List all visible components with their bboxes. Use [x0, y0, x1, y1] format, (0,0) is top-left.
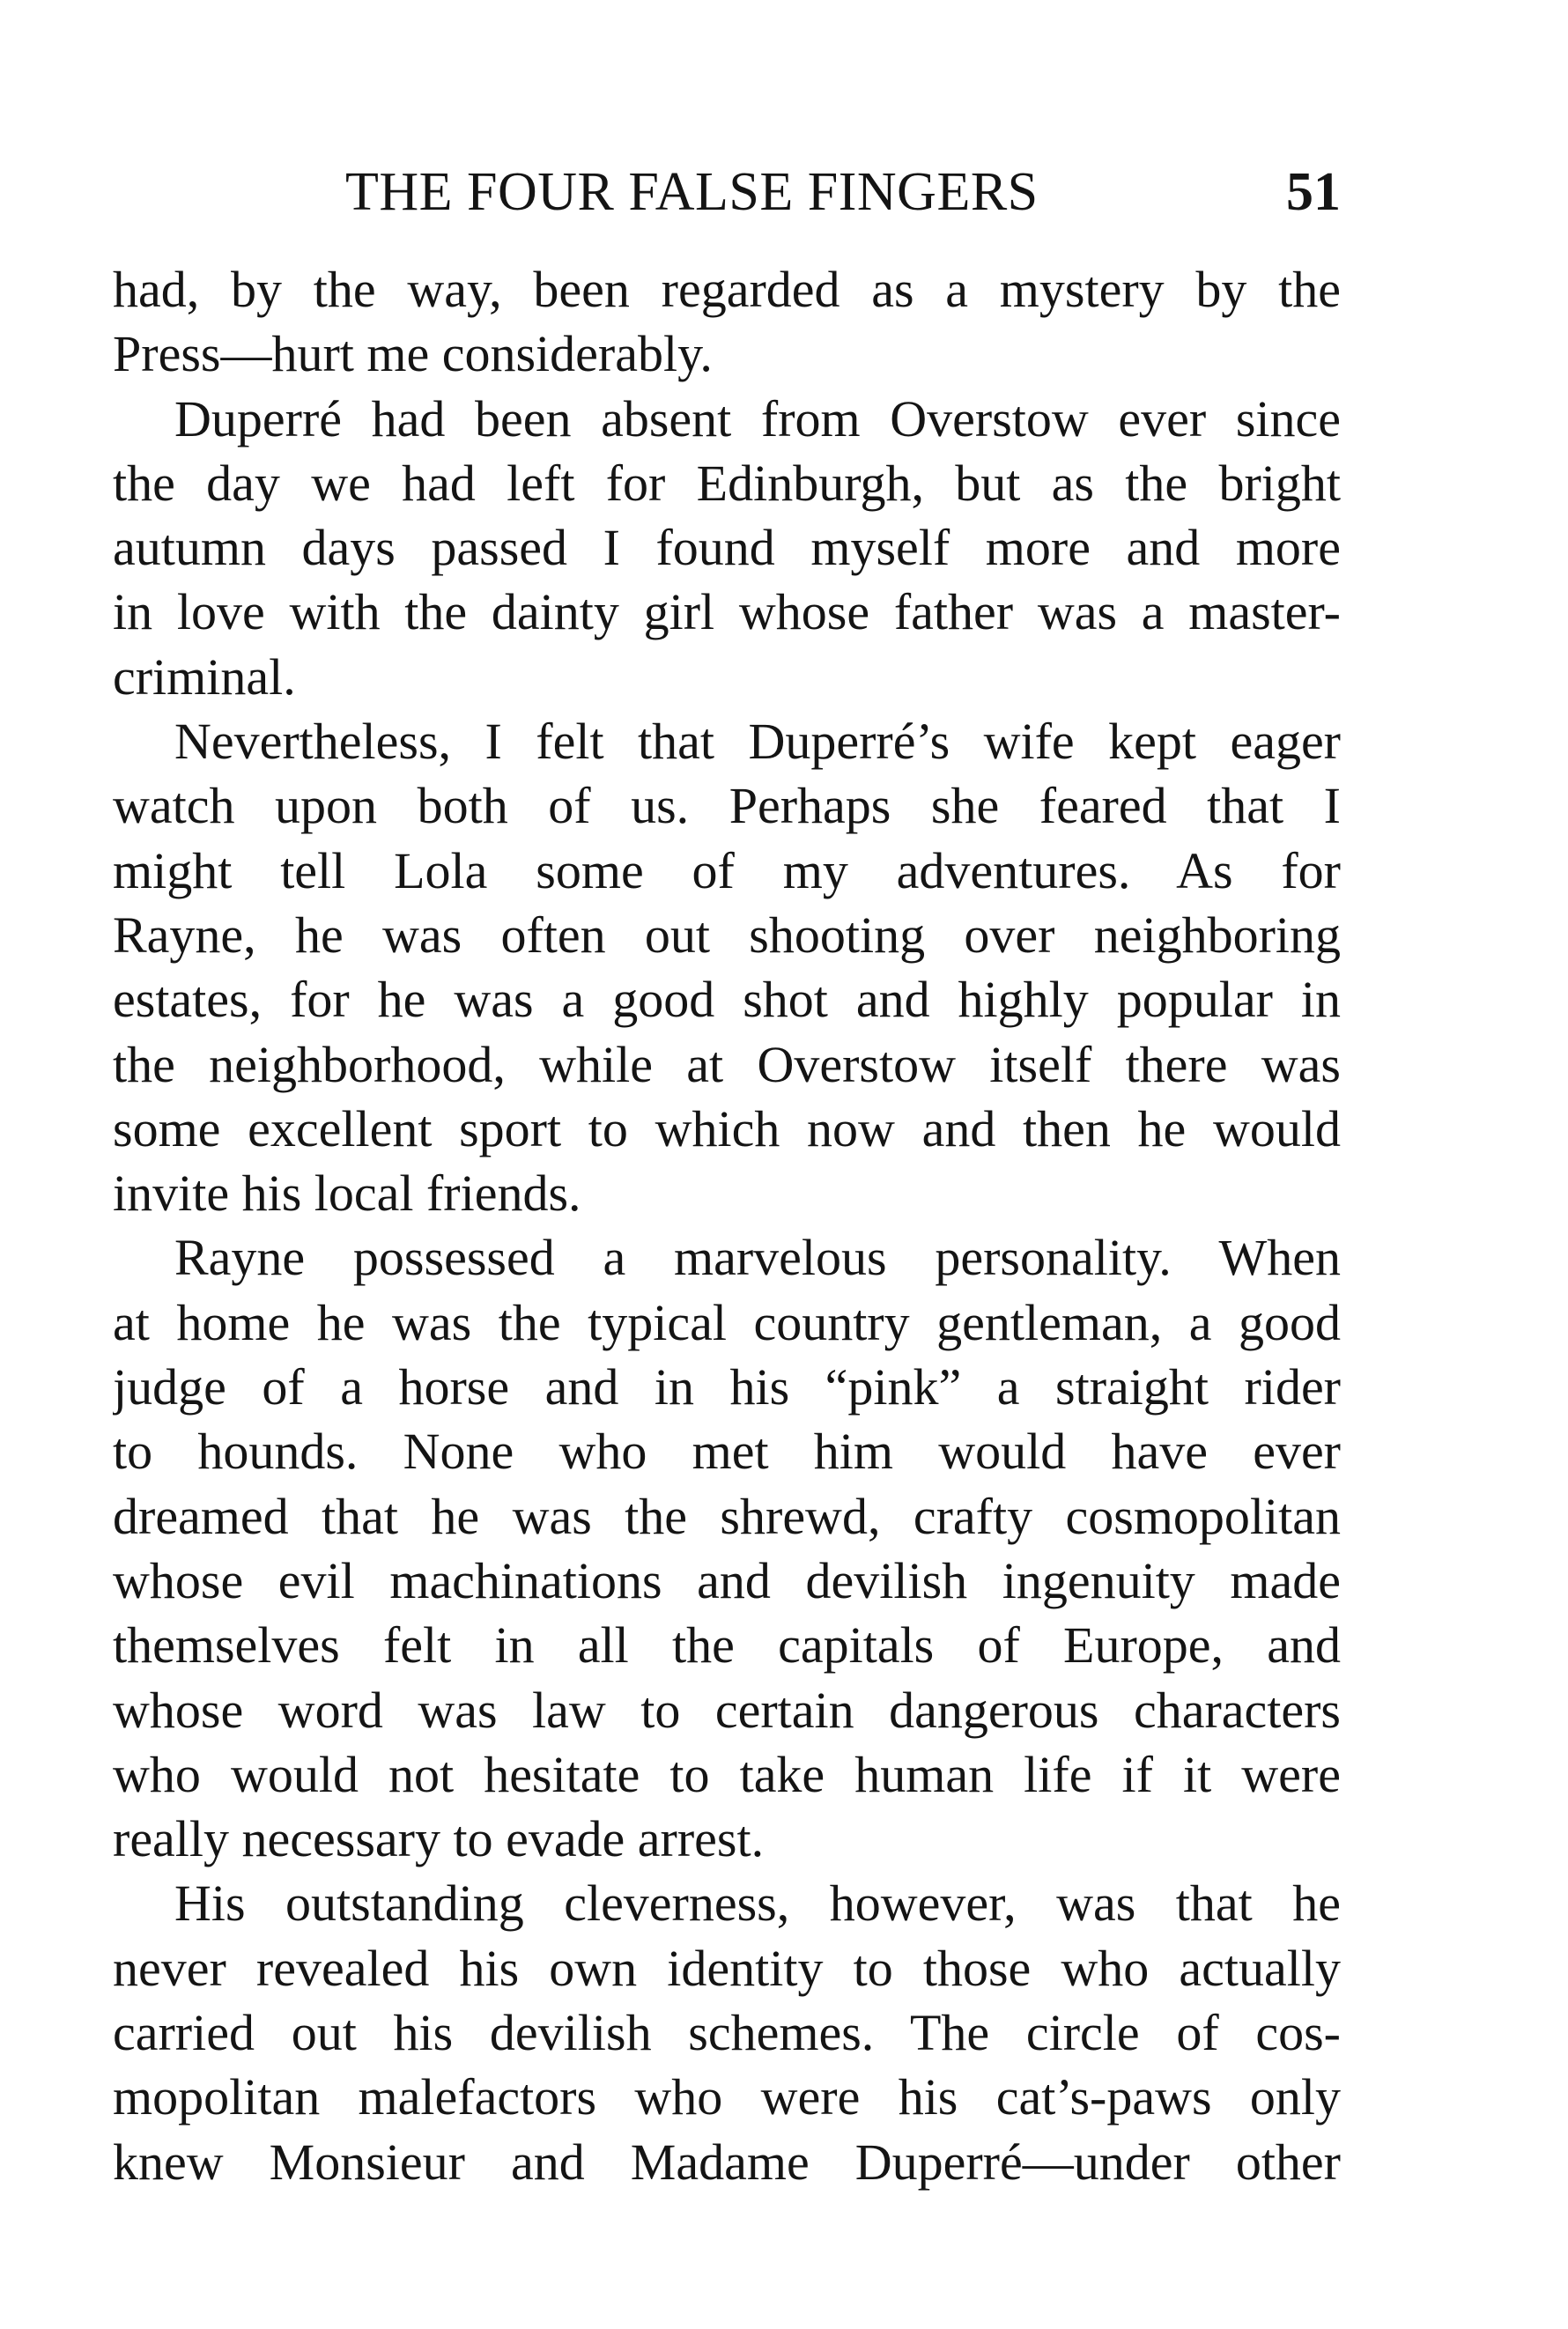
page-number: 51	[1286, 162, 1341, 222]
text-line: might tell Lola some of my adventures. As for	[113, 841, 1341, 899]
text-line: Rayne possessed a marvelous personality. When	[174, 1229, 1341, 1287]
text-line: some excellent sport to which now and then he would	[113, 1099, 1341, 1157]
text-line: estates, for he was a good shot and highly popular in	[113, 971, 1341, 1029]
text-line: never revealed his own identity to those who actually	[113, 1939, 1341, 1997]
text-line: carried out his devilish schemes. The circle of cos-	[113, 2004, 1341, 2062]
text-line: in love with the dainty girl whose father was a master-	[113, 583, 1341, 641]
text-line: invite his local friends.	[113, 1164, 581, 1223]
text-line: whose word was law to certain dangerous characters	[113, 1681, 1341, 1739]
text-line: mopolitan malefactors who were his cat’s-paws only	[113, 2068, 1341, 2126]
text-line: Press—hurt me considerably.	[113, 325, 713, 383]
text-line: judge of a horse and in his “pink” a straight rider	[113, 1358, 1341, 1416]
text-line: His outstanding cleverness, however, was that he	[174, 1874, 1341, 1933]
text-line: knew Monsieur and Madame Duperré—under other	[113, 2133, 1341, 2191]
text-line: the day we had left for Edinburgh, but as the bright	[113, 454, 1341, 512]
text-line: the neighborhood, while at Overstow itself there was	[113, 1035, 1341, 1093]
text-line: Duperré had been absent from Overstow ever since	[174, 389, 1341, 447]
text-line: Rayne, he was often out shooting over neighboring	[113, 906, 1341, 964]
text-line: who would not hesitate to take human life if it were	[113, 1745, 1341, 1803]
text-line: watch upon both of us. Perhaps she feared that I	[113, 777, 1341, 835]
text-line: Nevertheless, I felt that Duperré’s wife kept eager	[174, 713, 1341, 771]
running-title: THE FOUR FALSE FINGERS	[345, 162, 1039, 222]
text-line: at home he was the typical country gentleman, a good	[113, 1293, 1341, 1351]
text-line: really necessary to evade arrest.	[113, 1810, 765, 1868]
body-text	[113, 257, 1341, 2194]
running-head	[113, 157, 1341, 227]
text-line: had, by the way, been regarded as a mystery by the	[113, 261, 1341, 318]
text-line: dreamed that he was the shrewd, crafty cosmopolitan	[113, 1487, 1341, 1545]
text-line: themselves felt in all the capitals of Europe, and	[113, 1616, 1341, 1675]
text-line: autumn days passed I found myself more and more	[113, 519, 1341, 577]
text-line: whose evil machinations and devilish ingenuity made	[113, 1551, 1341, 1609]
text-line: to hounds. None who met him would have ever	[113, 1423, 1341, 1481]
text-line: criminal.	[113, 647, 296, 706]
